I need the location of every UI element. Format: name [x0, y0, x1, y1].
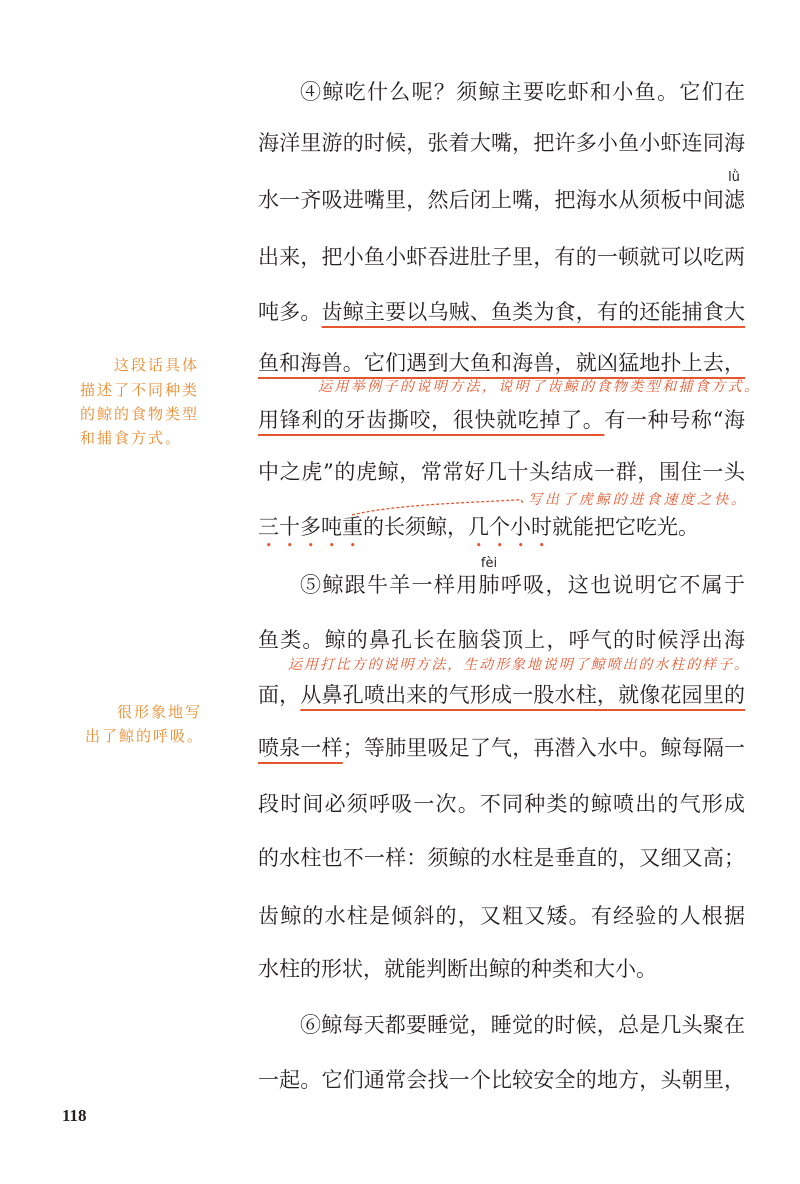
underlined-text: 用锋利的牙齿撕咬，很快就吃掉了。: [258, 408, 605, 432]
text-line-15: 的水柱也不一样：须鲸的水柱是垂直的，又细又高；: [258, 846, 745, 870]
text-segment: 吨多。: [258, 300, 322, 324]
text-line-6: [258, 348, 745, 378]
annotation-speed: 写出了虎鲸的进食速度之快。: [528, 492, 745, 508]
text-line-14: 段时间必须呼吸一次。不同种类的鲸喷出的气形成: [258, 792, 745, 816]
emphasis-dotted-text: 三十多吨重: [258, 515, 363, 539]
underlined-text: 鱼和海兽。它们遇到大鱼和海兽，就凶猛地扑上去，: [258, 351, 745, 375]
annotation-analogy-method: 运用打比方的说明方法，生动形象地说明了鲸喷出的水柱的样子。: [288, 657, 748, 673]
emphasis-dotted-text: 几个小时: [468, 515, 552, 539]
text-line-19: 一起。它们通常会找一个比较安全的地方，头朝里，: [258, 1068, 745, 1092]
text-line-12: [258, 680, 745, 710]
underlined-text: 齿鲸主要以乌贼、鱼类为食，有的还能捕食大: [321, 300, 745, 324]
text-line-5: [258, 297, 745, 327]
page-number: 118: [62, 1106, 87, 1125]
side-note-2-line: 出了鲸的呼吸。: [85, 727, 205, 745]
text-segment: 面，: [258, 683, 301, 707]
text-line-9: [258, 512, 745, 542]
text-line-1: ④鲸吃什么呢？须鲸主要吃虾和小鱼。它们在: [300, 80, 745, 104]
text-line-13: [258, 733, 745, 763]
text-line-7: [258, 405, 745, 435]
text-segment: 的长须鲸，: [363, 515, 468, 539]
text-segment: 有一种号称“海: [604, 408, 745, 432]
underlined-text: 喷泉一样: [258, 736, 343, 760]
text-line-2: 海洋里游的时候，张着大嘴，把许多小鱼小虾连同海: [258, 131, 745, 155]
side-note-2-line: 很形象地写: [117, 703, 203, 721]
text-line-17: 水柱的形状，就能判断出鲸的种类和大小。: [258, 957, 657, 981]
text-line-11: 鱼类。鲸的鼻孔长在脑袋顶上，呼气的时候浮出海: [258, 628, 745, 652]
underlined-text: 从鼻孔喷出来的气形成一股水柱，就像花园里的: [300, 683, 746, 707]
pinyin-lv: lǜ: [728, 170, 740, 185]
pinyin-fei: fèi: [480, 556, 498, 571]
text-line-16: 齿鲸的水柱是倾斜的，又粗又矮。有经验的人根据: [258, 904, 745, 928]
annotation-example-method: 运用举例子的说明方法，说明了齿鲸的食物类型和捕食方式。: [318, 379, 758, 395]
text-line-18: ⑥鲸每天都要睡觉，睡觉的时候，总是几头聚在: [300, 1013, 745, 1037]
side-note-1-line: 描述了不同种类: [80, 381, 200, 399]
text-segment: ；等肺里吸足了气，再潜入水中。鲸每隔一: [342, 736, 746, 760]
text-segment: 就能把它吃光。: [552, 515, 699, 539]
text-line-10: ⑤鲸跟牛羊一样用肺呼吸，这也说明它不属于: [300, 573, 745, 597]
text-line-8: 中之虎”的虎鲸，常常好几十头结成一群，围住一头: [258, 460, 745, 484]
side-note-1-line: 这段话具体: [114, 356, 200, 374]
text-line-3: 水一齐吸进嘴里，然后闭上嘴，把海水从须板中间滤: [258, 188, 745, 212]
side-note-1-line: 和捕食方式。: [80, 429, 183, 447]
text-line-4: 出来，把小鱼小虾吞进肚子里，有的一顿就可以吃两: [258, 245, 745, 269]
side-note-1-line: 的鲸的食物类型: [80, 405, 200, 423]
